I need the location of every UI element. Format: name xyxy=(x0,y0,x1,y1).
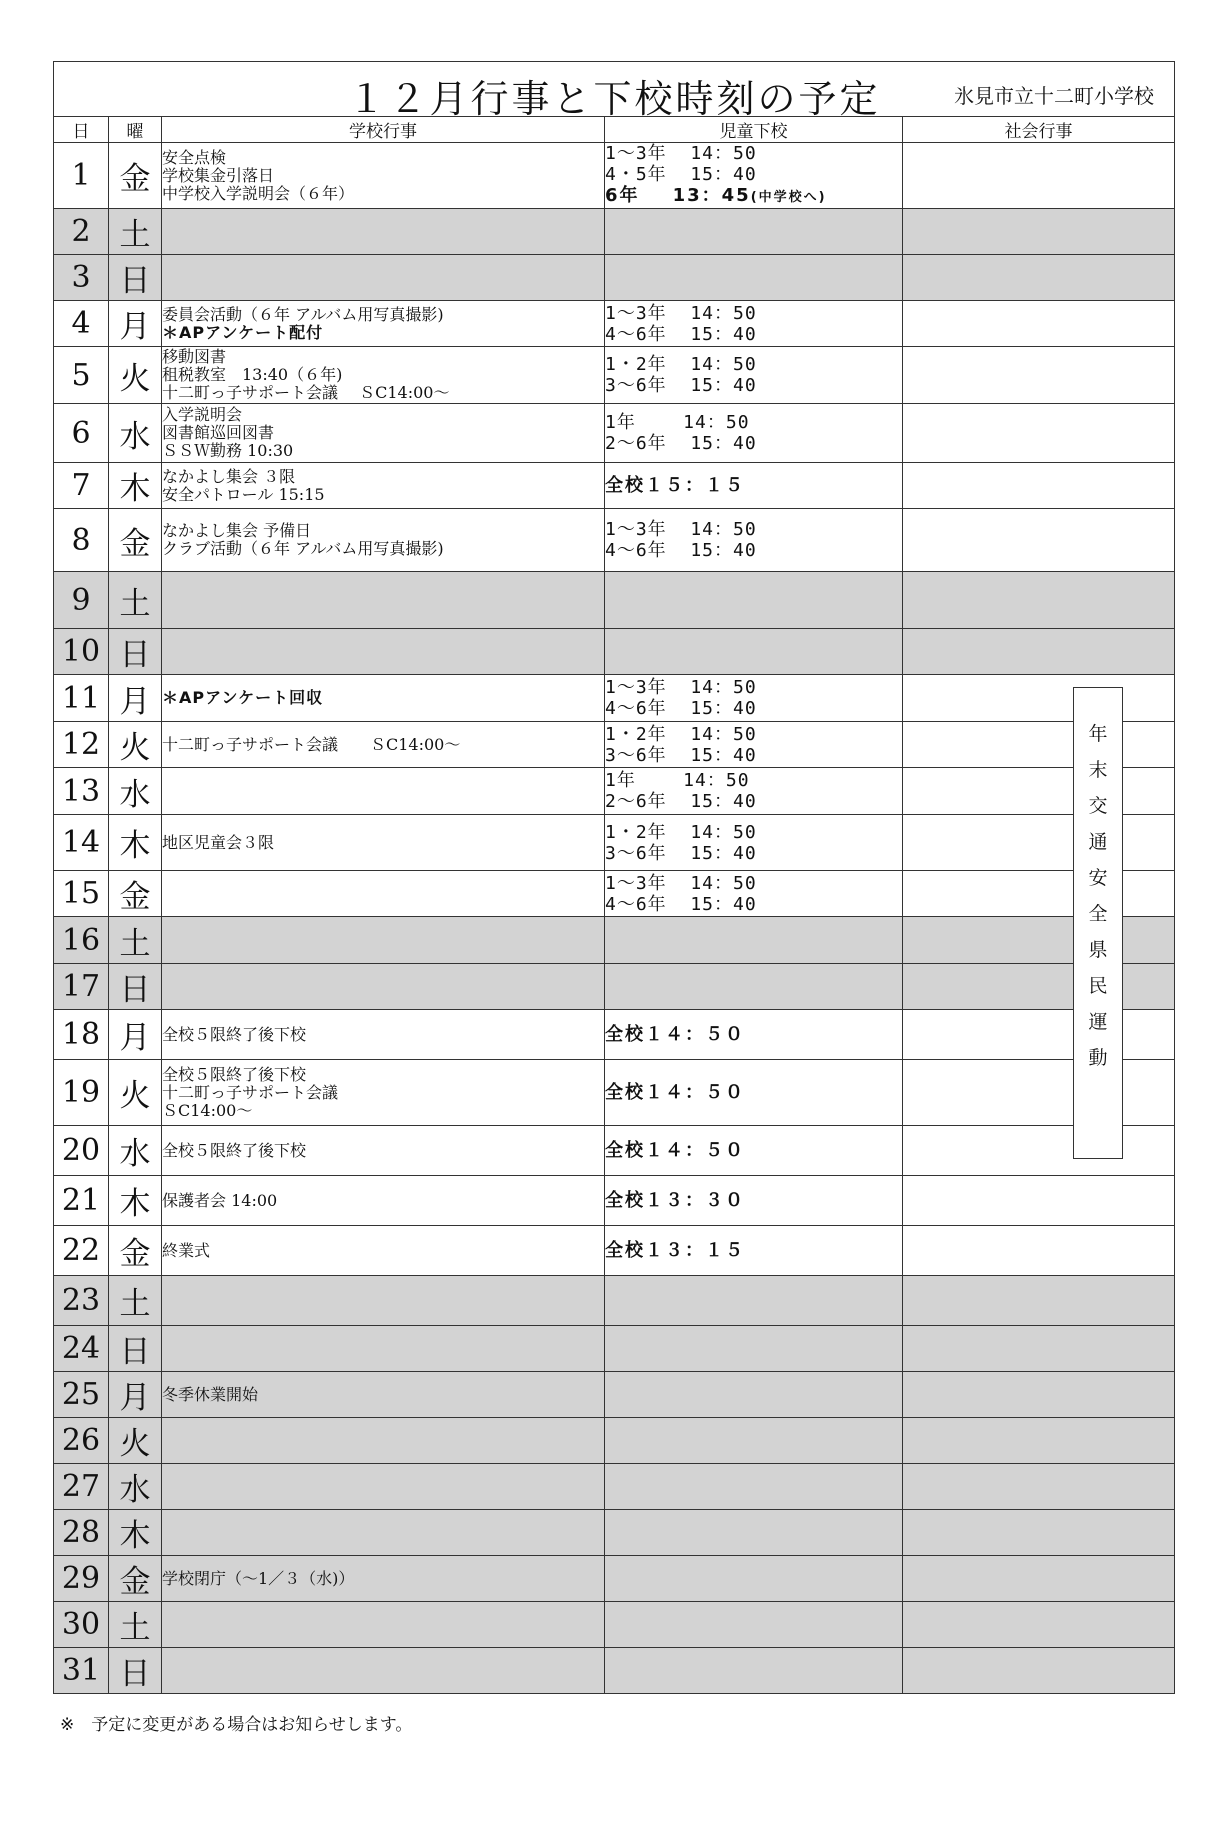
dismissal-cell xyxy=(605,1126,903,1176)
table-row xyxy=(54,509,1175,572)
dismissal-line xyxy=(605,185,902,208)
weekday: 木 xyxy=(109,815,162,871)
social-events-cell xyxy=(903,1418,1175,1464)
weekday: 日 xyxy=(109,255,162,301)
social-events-cell xyxy=(903,404,1175,463)
table-row xyxy=(54,675,1175,722)
school-events-cell xyxy=(162,1510,605,1556)
table-row xyxy=(54,815,1175,871)
dismissal-line xyxy=(605,540,902,561)
school-events-cell xyxy=(162,815,605,871)
day-number: 16 xyxy=(54,917,109,964)
dismissal-time: 2〜6年 15：40 xyxy=(605,791,757,812)
dismissal-cell xyxy=(605,722,903,768)
table-row xyxy=(54,1648,1175,1694)
school-events-cell xyxy=(162,1418,605,1464)
table-row xyxy=(54,768,1175,815)
dismissal-cell xyxy=(605,871,903,917)
event-line: 全校５限終了後下校 xyxy=(162,1024,307,1044)
dismissal-cell xyxy=(605,1060,903,1126)
school-events-cell xyxy=(162,404,605,463)
table-row xyxy=(54,1464,1175,1510)
day-number: 5 xyxy=(54,347,109,404)
event-line: ＳC14:00〜 xyxy=(162,1100,253,1120)
event-line: 終業式 xyxy=(162,1240,211,1260)
table-row xyxy=(54,463,1175,509)
social-events-cell xyxy=(903,1126,1175,1176)
weekday: 土 xyxy=(109,1602,162,1648)
dismissal-time: 1・2年 14：50 xyxy=(605,821,757,843)
social-events-cell xyxy=(903,1648,1175,1694)
dismissal-line xyxy=(605,1024,902,1045)
event-line: ＊APアンケート回収 xyxy=(162,688,324,707)
table-row xyxy=(54,1226,1175,1276)
dismissal-cell xyxy=(605,1226,903,1276)
social-events-cell xyxy=(903,509,1175,572)
social-events-cell xyxy=(903,768,1175,815)
event-line: 十二町っ子サポート会議 ＳC14:00〜 xyxy=(162,734,461,754)
table-row xyxy=(54,1556,1175,1602)
table-row xyxy=(54,1372,1175,1418)
table-row xyxy=(54,871,1175,917)
school-events-cell xyxy=(162,1372,605,1418)
day-number: 27 xyxy=(54,1464,109,1510)
social-events-cell xyxy=(903,1226,1175,1276)
campaign-char: 末 xyxy=(1088,759,1108,781)
school-events-cell xyxy=(162,1326,605,1372)
day-number: 8 xyxy=(54,509,109,572)
dismissal-line xyxy=(605,770,902,791)
event-line: 中学校入学説明会（６年） xyxy=(162,183,355,203)
weekday: 日 xyxy=(109,1648,162,1694)
event-line: 委員会活動（６年 アルバム用写真撮影) xyxy=(162,304,444,324)
dismissal-time: 1〜3年 14：50 xyxy=(605,302,757,324)
school-events-cell xyxy=(162,301,605,347)
table-row xyxy=(54,1510,1175,1556)
campaign-char: 年 xyxy=(1088,723,1108,745)
dismissal-cell xyxy=(605,1648,903,1694)
event-line: 全校５限終了後下校 xyxy=(162,1064,307,1084)
weekday: 水 xyxy=(109,1126,162,1176)
day-number: 7 xyxy=(54,463,109,509)
school-events-cell xyxy=(162,572,605,629)
header-school-events: 学校行事 xyxy=(162,117,605,143)
day-number: 28 xyxy=(54,1510,109,1556)
weekday: 月 xyxy=(109,1010,162,1060)
event-line: クラブ活動（６年 アルバム用写真撮影) xyxy=(162,539,444,558)
event-line: 地区児童会３限 xyxy=(162,832,275,852)
dismissal-line xyxy=(605,1190,902,1211)
dismissal-cell xyxy=(605,1176,903,1226)
day-number: 19 xyxy=(54,1060,109,1126)
dismissal-time: 1・2年 14：50 xyxy=(605,723,757,745)
weekday: 水 xyxy=(109,1464,162,1510)
social-events-cell xyxy=(903,629,1175,675)
header-social-events: 社会行事 xyxy=(903,117,1175,143)
dismissal-cell xyxy=(605,255,903,301)
day-number: 2 xyxy=(54,209,109,255)
table-row xyxy=(54,1176,1175,1226)
dismissal-cell xyxy=(605,463,903,509)
dismissal-cell xyxy=(605,209,903,255)
social-events-cell xyxy=(903,871,1175,917)
event-line: 学校集金引落日 xyxy=(162,165,275,185)
school-events-cell xyxy=(162,629,605,675)
dismissal-time: 全校１３：１５ xyxy=(605,1240,745,1261)
school-events-cell xyxy=(162,1126,605,1176)
dismissal-line xyxy=(605,677,902,698)
day-number: 13 xyxy=(54,768,109,815)
weekday: 金 xyxy=(109,143,162,209)
school-events-cell xyxy=(162,1010,605,1060)
event-line: 安全点検 xyxy=(162,147,227,167)
day-number: 1 xyxy=(54,143,109,209)
campaign-char: 民 xyxy=(1088,975,1108,997)
social-events-cell xyxy=(903,209,1175,255)
weekday: 月 xyxy=(109,675,162,722)
dismissal-time: 3〜6年 15：40 xyxy=(605,744,757,766)
event-line: 十二町っ子サポート会議 ＳC14:00〜 xyxy=(162,383,450,402)
weekday: 日 xyxy=(109,629,162,675)
school-events-cell xyxy=(162,871,605,917)
dismissal-time: 全校１５：１５ xyxy=(605,475,745,496)
event-line: ＊APアンケート配付 xyxy=(162,322,324,342)
social-events-cell xyxy=(903,1326,1175,1372)
social-events-cell xyxy=(903,301,1175,347)
day-number: 3 xyxy=(54,255,109,301)
event-line: ＳＳＷ勤務 10:30 xyxy=(162,441,294,460)
event-line: 安全パトロール 15:15 xyxy=(162,484,325,504)
event-line: なかよし集会 予備日 xyxy=(162,521,312,540)
event-line: 図書館巡回図書 xyxy=(162,423,275,442)
school-events-cell xyxy=(162,1556,605,1602)
day-number: 31 xyxy=(54,1648,109,1694)
dismissal-time: 全校１４：５０ xyxy=(605,1140,745,1161)
school-events-cell xyxy=(162,722,605,768)
day-number: 22 xyxy=(54,1226,109,1276)
weekday: 土 xyxy=(109,572,162,629)
header-weekday: 曜 xyxy=(109,117,162,143)
table-row xyxy=(54,572,1175,629)
school-events-cell xyxy=(162,255,605,301)
event-line: 保護者会 14:00 xyxy=(162,1190,278,1210)
weekday: 火 xyxy=(109,1060,162,1126)
weekday: 水 xyxy=(109,768,162,815)
social-events-cell xyxy=(903,143,1175,209)
dismissal-line xyxy=(605,698,902,719)
table-row xyxy=(54,1418,1175,1464)
event-line: 租税教室 13:40（６年) xyxy=(162,365,343,384)
weekday: 土 xyxy=(109,209,162,255)
weekday: 木 xyxy=(109,1176,162,1226)
dismissal-time: 3〜6年 15：40 xyxy=(605,375,757,396)
social-events-cell xyxy=(903,1464,1175,1510)
campaign-char: 運 xyxy=(1088,1011,1108,1033)
event-line: 冬季休業開始 xyxy=(162,1384,259,1404)
schedule-rows xyxy=(54,143,1175,1694)
dismissal-time: 4〜6年 15：40 xyxy=(605,698,757,719)
dismissal-line xyxy=(605,475,902,496)
table-row xyxy=(54,255,1175,301)
school-events-cell xyxy=(162,1176,605,1226)
dismissal-cell xyxy=(605,1326,903,1372)
dismissal-line xyxy=(605,354,902,375)
dismissal-time: 2〜6年 15：40 xyxy=(605,433,757,454)
social-events-cell xyxy=(903,917,1175,964)
campaign-box xyxy=(1073,687,1123,1159)
social-events-cell xyxy=(903,1602,1175,1648)
school-events-cell xyxy=(162,917,605,964)
dismissal-cell xyxy=(605,1510,903,1556)
campaign-char: 通 xyxy=(1088,831,1108,853)
dismissal-line xyxy=(605,745,902,766)
header-day: 日 xyxy=(54,117,109,143)
dismissal-note: (中学校へ) xyxy=(750,190,827,205)
social-events-cell xyxy=(903,722,1175,768)
dismissal-line xyxy=(605,822,902,843)
dismissal-line xyxy=(605,1240,902,1261)
weekday: 水 xyxy=(109,404,162,463)
dismissal-line xyxy=(605,1082,902,1103)
dismissal-time: 全校１４：５０ xyxy=(605,1082,745,1103)
dismissal-time: 1・2年 14：50 xyxy=(605,354,757,375)
weekday: 金 xyxy=(109,1226,162,1276)
school-events-cell xyxy=(162,463,605,509)
social-events-cell xyxy=(903,1060,1175,1126)
schedule-sheet xyxy=(53,61,1174,1694)
social-events-cell xyxy=(903,1556,1175,1602)
table-row xyxy=(54,1276,1175,1326)
dismissal-line xyxy=(605,724,902,745)
dismissal-time: 6年 13：45 xyxy=(605,185,751,206)
day-number: 23 xyxy=(54,1276,109,1326)
school-events-cell xyxy=(162,1276,605,1326)
day-number: 17 xyxy=(54,964,109,1010)
dismissal-cell xyxy=(605,768,903,815)
day-number: 24 xyxy=(54,1326,109,1372)
campaign-char: 動 xyxy=(1088,1047,1108,1069)
campaign-char: 安 xyxy=(1088,867,1108,889)
campaign-char: 交 xyxy=(1088,795,1108,817)
weekday: 金 xyxy=(109,1556,162,1602)
dismissal-time: 3〜6年 15：40 xyxy=(605,842,757,864)
event-line: 入学説明会 xyxy=(162,405,243,424)
dismissal-line xyxy=(605,412,902,433)
dismissal-time: 1〜3年 14：50 xyxy=(605,143,757,164)
dismissal-cell xyxy=(605,347,903,404)
dismissal-time: 全校１４：５０ xyxy=(605,1024,745,1045)
day-number: 11 xyxy=(54,675,109,722)
weekday: 木 xyxy=(109,463,162,509)
table-row xyxy=(54,301,1175,347)
table-row xyxy=(54,1010,1175,1060)
dismissal-cell xyxy=(605,1464,903,1510)
dismissal-line xyxy=(605,843,902,864)
day-number: 25 xyxy=(54,1372,109,1418)
campaign-char: 県 xyxy=(1088,939,1108,961)
dismissal-time: 4〜6年 15：40 xyxy=(605,323,757,345)
day-number: 30 xyxy=(54,1602,109,1648)
dismissal-cell xyxy=(605,143,903,209)
dismissal-line xyxy=(605,143,902,164)
dismissal-line xyxy=(605,894,902,915)
weekday: 日 xyxy=(109,1326,162,1372)
day-number: 29 xyxy=(54,1556,109,1602)
social-events-cell xyxy=(903,572,1175,629)
table-row xyxy=(54,404,1175,463)
dismissal-cell xyxy=(605,1276,903,1326)
event-line: なかよし集会 ３限 xyxy=(162,466,296,486)
dismissal-line xyxy=(605,1140,902,1161)
weekday: 木 xyxy=(109,1510,162,1556)
school-events-cell xyxy=(162,1602,605,1648)
school-events-cell xyxy=(162,675,605,722)
school-events-cell xyxy=(162,209,605,255)
day-number: 6 xyxy=(54,404,109,463)
dismissal-cell xyxy=(605,509,903,572)
table-row xyxy=(54,1602,1175,1648)
weekday: 火 xyxy=(109,722,162,768)
social-events-cell xyxy=(903,1510,1175,1556)
table-row xyxy=(54,1060,1175,1126)
dismissal-time: 4・5年 15：40 xyxy=(605,164,757,185)
campaign-text xyxy=(1074,688,1122,1076)
table-row xyxy=(54,1326,1175,1372)
day-number: 4 xyxy=(54,301,109,347)
dismissal-line xyxy=(605,791,902,812)
dismissal-line xyxy=(605,303,902,324)
social-events-cell xyxy=(903,255,1175,301)
header-dismissal: 児童下校 xyxy=(605,117,903,143)
day-number: 21 xyxy=(54,1176,109,1226)
day-number: 9 xyxy=(54,572,109,629)
table-row xyxy=(54,917,1175,964)
dismissal-cell xyxy=(605,964,903,1010)
school-events-cell xyxy=(162,143,605,209)
day-number: 10 xyxy=(54,629,109,675)
weekday: 火 xyxy=(109,1418,162,1464)
weekday: 金 xyxy=(109,509,162,572)
dismissal-line xyxy=(605,164,902,185)
dismissal-cell xyxy=(605,917,903,964)
school-events-cell xyxy=(162,1464,605,1510)
table-row xyxy=(54,629,1175,675)
school-events-cell xyxy=(162,768,605,815)
dismissal-time: 4〜6年 15：40 xyxy=(605,540,757,561)
dismissal-cell xyxy=(605,1010,903,1060)
schedule-table xyxy=(53,61,1175,1694)
event-line: 全校５限終了後下校 xyxy=(162,1140,307,1160)
dismissal-time: 4〜6年 15：40 xyxy=(605,893,757,915)
weekday: 月 xyxy=(109,1372,162,1418)
dismissal-cell xyxy=(605,404,903,463)
social-events-cell xyxy=(903,1276,1175,1326)
weekday: 金 xyxy=(109,871,162,917)
dismissal-line xyxy=(605,375,902,396)
social-events-cell xyxy=(903,463,1175,509)
page-title: １２月行事と下校時刻の予定 xyxy=(347,77,881,121)
dismissal-cell xyxy=(605,675,903,722)
dismissal-line xyxy=(605,519,902,540)
day-number: 18 xyxy=(54,1010,109,1060)
table-row xyxy=(54,722,1175,768)
dismissal-time: 1年 14：50 xyxy=(605,770,750,791)
day-number: 26 xyxy=(54,1418,109,1464)
dismissal-cell xyxy=(605,1602,903,1648)
dismissal-cell xyxy=(605,572,903,629)
social-events-cell xyxy=(903,347,1175,404)
dismissal-time: 1〜3年 14：50 xyxy=(605,519,757,540)
table-row xyxy=(54,1126,1175,1176)
table-row xyxy=(54,143,1175,209)
dismissal-time: 1年 14：50 xyxy=(605,412,750,433)
weekday: 日 xyxy=(109,964,162,1010)
event-line: 学校閉庁（〜1／３（水)） xyxy=(162,1568,355,1588)
title-row xyxy=(54,62,1175,121)
table-row xyxy=(54,964,1175,1010)
social-events-cell xyxy=(903,675,1175,722)
weekday: 月 xyxy=(109,301,162,347)
dismissal-cell xyxy=(605,1418,903,1464)
social-events-cell xyxy=(903,1372,1175,1418)
campaign-char: 全 xyxy=(1088,903,1108,925)
school-events-cell xyxy=(162,1648,605,1694)
dismissal-line xyxy=(605,324,902,345)
social-events-cell xyxy=(903,815,1175,871)
dismissal-cell xyxy=(605,1372,903,1418)
event-line: 十二町っ子サポート会議 xyxy=(162,1082,339,1102)
dismissal-cell xyxy=(605,301,903,347)
school-events-cell xyxy=(162,964,605,1010)
day-number: 14 xyxy=(54,815,109,871)
social-events-cell xyxy=(903,1010,1175,1060)
school-events-cell xyxy=(162,1226,605,1276)
table-row xyxy=(54,347,1175,404)
weekday: 火 xyxy=(109,347,162,404)
school-events-cell xyxy=(162,1060,605,1126)
social-events-cell xyxy=(903,964,1175,1010)
footnote: ※ 予定に変更がある場合はお知らせします。 xyxy=(60,1715,413,1735)
dismissal-time: 全校１３：３０ xyxy=(605,1190,745,1211)
dismissal-time: 1〜3年 14：50 xyxy=(605,677,757,698)
weekday: 土 xyxy=(109,917,162,964)
social-events-cell xyxy=(903,1176,1175,1226)
dismissal-cell xyxy=(605,629,903,675)
dismissal-line xyxy=(605,873,902,894)
dismissal-line xyxy=(605,433,902,454)
table-row xyxy=(54,209,1175,255)
school-events-cell xyxy=(162,509,605,572)
event-line: 移動図書 xyxy=(162,347,227,366)
day-number: 12 xyxy=(54,722,109,768)
dismissal-cell xyxy=(605,1556,903,1602)
school-events-cell xyxy=(162,347,605,404)
day-number: 15 xyxy=(54,871,109,917)
school-name: 氷見市立十二町小学校 xyxy=(954,84,1155,108)
dismissal-cell xyxy=(605,815,903,871)
day-number: 20 xyxy=(54,1126,109,1176)
weekday: 土 xyxy=(109,1276,162,1326)
dismissal-time: 1〜3年 14：50 xyxy=(605,872,757,894)
